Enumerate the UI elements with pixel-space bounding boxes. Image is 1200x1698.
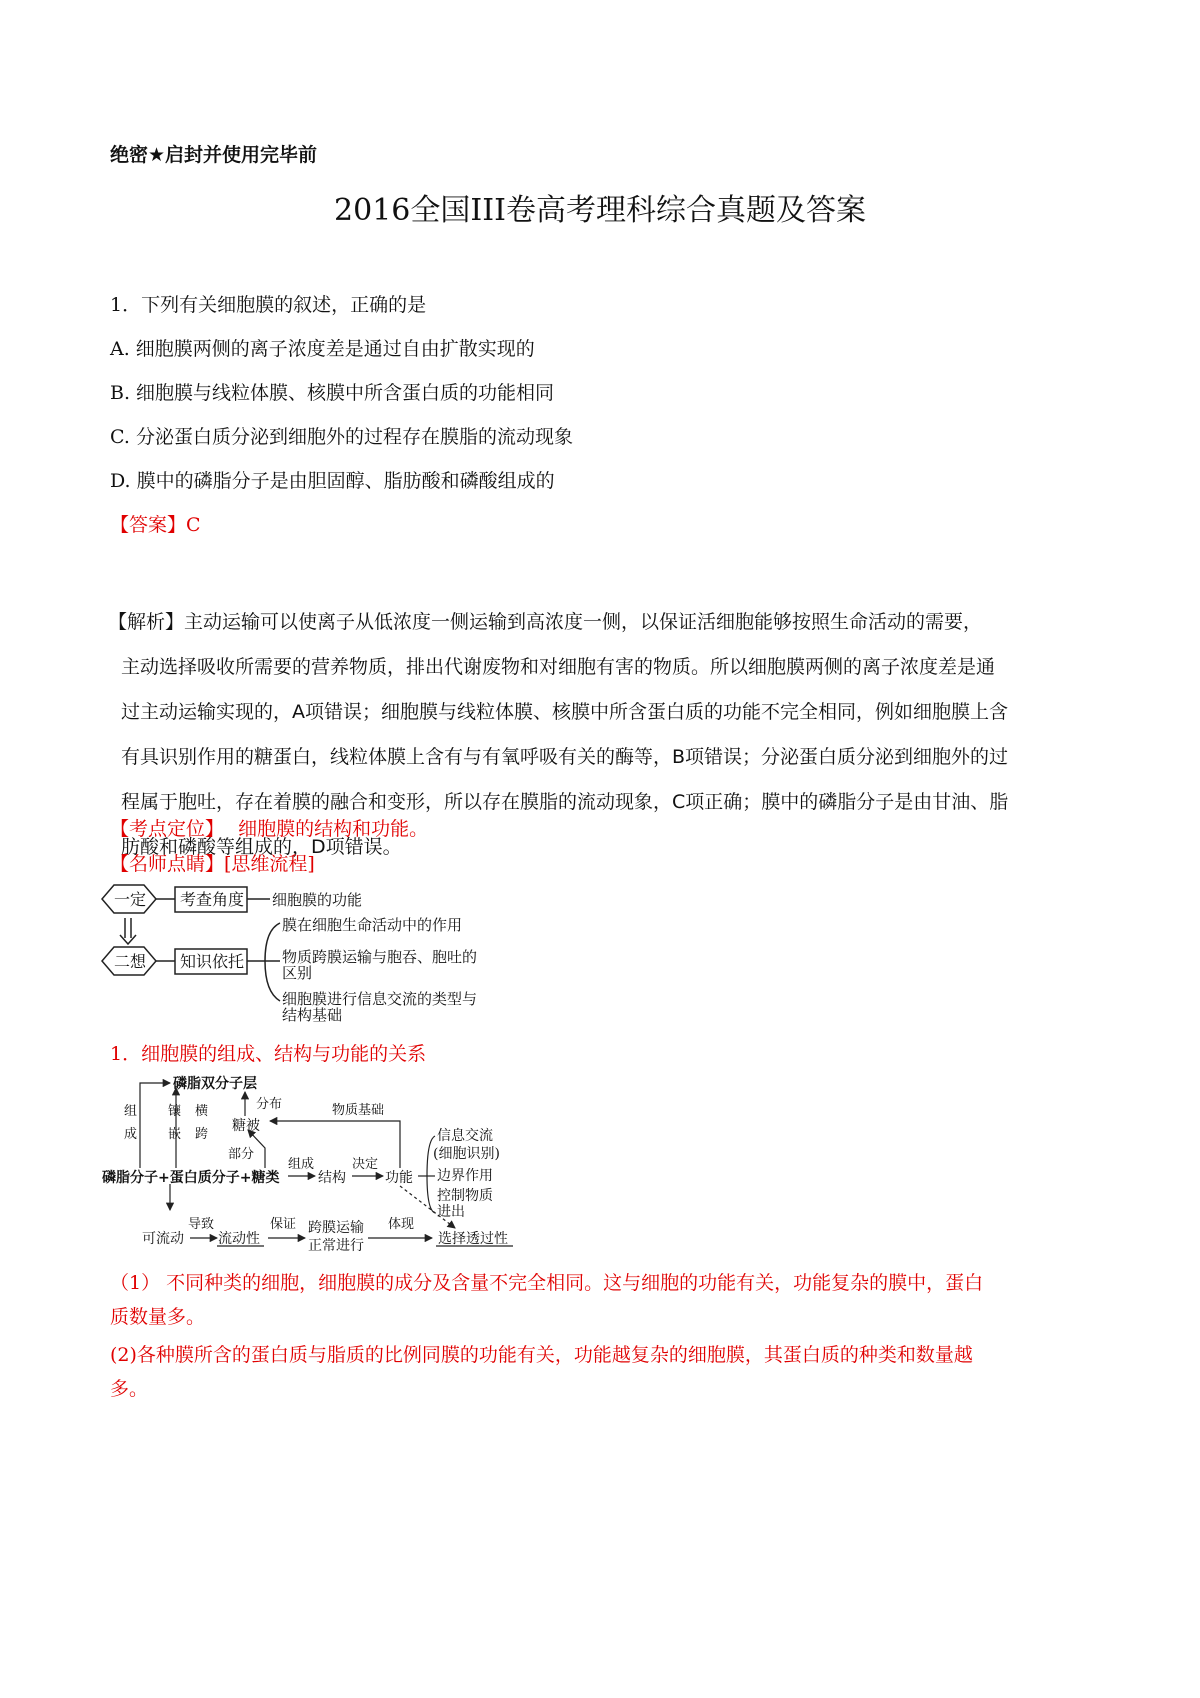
- flow-branch: 细胞膜进行信息交流的类型与: [282, 990, 478, 1008]
- cm-label: 组成: [288, 1157, 315, 1172]
- note-line: (2)各种膜所含的蛋白质与脂质的比例同膜的功能有关，功能越复杂的细胞膜，其蛋白质的种类和数量越: [110, 1344, 973, 1366]
- flow-branch: 物质跨膜运输与胞吞、胞吐的: [282, 948, 478, 966]
- cm-node: 糖被: [232, 1118, 260, 1134]
- option-c: C. 分泌蛋白质分泌到细胞外的过程存在膜脂的流动现象: [110, 426, 573, 448]
- cm-node: 正常进行: [308, 1238, 364, 1254]
- step-one-label: 一定: [114, 890, 147, 909]
- option-b: B. 细胞膜与线粒体膜、核膜中所含蛋白质的功能相同: [110, 382, 555, 404]
- cm-label: 横: [195, 1104, 209, 1119]
- cm-node: 流动性: [218, 1231, 260, 1247]
- cm-node: 跨膜运输: [308, 1220, 364, 1236]
- teacher-note-label: 【名师点睛】: [110, 853, 225, 875]
- cm-label: 物质基础: [332, 1103, 385, 1118]
- flow-branch: 结构基础: [282, 1006, 343, 1024]
- explanation-line: 过主动运输实现的，A项错误；细胞膜与线粒体膜、核膜中所含蛋白质的功能不完全相同，例如细胞膜上含: [121, 701, 1009, 723]
- note-line: （1） 不同种类的细胞，细胞膜的成分及含量不完全相同。这与细胞的功能有关，功能复杂的膜中，蛋白: [110, 1272, 984, 1294]
- option-d: D. 膜中的磷脂分子是由胆固醇、脂肪酸和磷酸组成的: [110, 470, 555, 492]
- membrane-concept-map: [100, 1070, 540, 1255]
- cm-label: 组: [124, 1104, 138, 1119]
- cm-label: 嵌: [168, 1127, 182, 1142]
- option-a: A. 细胞膜两侧的离子浓度差是通过自由扩散实现的: [110, 338, 535, 360]
- exam-angle-label: 考查角度: [180, 890, 245, 909]
- cm-label: 决定: [352, 1157, 379, 1172]
- key-point: [110, 814, 428, 841]
- knowledge-basis-label: 知识依托: [180, 952, 245, 971]
- cm-label: 保证: [270, 1217, 297, 1232]
- cm-node: (细胞识别): [433, 1146, 500, 1162]
- cm-node: 可流动: [142, 1231, 184, 1247]
- note-1: [110, 1266, 1085, 1334]
- cm-label: 导致: [188, 1217, 215, 1232]
- cm-label: 镶: [168, 1104, 182, 1119]
- cm-label: 分布: [256, 1097, 283, 1112]
- flow-branch: 区别: [282, 964, 313, 982]
- cm-label: 体现: [388, 1217, 415, 1232]
- thinking-flow-diagram: [100, 880, 520, 1030]
- cm-node: 边界作用: [437, 1168, 493, 1184]
- cm-label: 部分: [228, 1147, 255, 1162]
- key-point-label: 【考点定位】: [110, 818, 225, 840]
- confidential-label: 绝密★启封并使用完毕前: [110, 144, 318, 166]
- step-two-label: 二想: [114, 952, 147, 971]
- key-point-text: 细胞膜的结构和功能。: [238, 818, 429, 840]
- cm-node: 信息交流: [437, 1128, 493, 1144]
- explanation-line: 程属于胞吐，存在着膜的融合和变形，所以存在膜脂的流动现象，C项正确；膜中的磷脂分子是由甘油、脂: [121, 791, 1009, 813]
- cm-node: 进出: [437, 1204, 465, 1220]
- section-heading: 1．细胞膜的组成、结构与功能的关系: [110, 1043, 427, 1065]
- cm-node: 控制物质: [437, 1188, 493, 1204]
- note-2: [110, 1338, 1085, 1406]
- explanation-line: 【解析】主动运输可以使离子从低浓度一侧运输到高浓度一侧，以保证活细胞能够按照生命活动的需要，: [108, 611, 983, 633]
- question-stem: 1．下列有关细胞膜的叙述，正确的是: [110, 294, 427, 316]
- answer: 【答案】C: [110, 514, 201, 536]
- note-line: 多。: [110, 1378, 149, 1400]
- flow-output: 细胞膜的功能: [272, 891, 363, 909]
- cm-label: 成: [124, 1127, 138, 1142]
- cm-node: 结构: [318, 1170, 346, 1186]
- cm-node: 磷脂双分子层: [173, 1076, 257, 1092]
- note-line: 质数量多。: [110, 1306, 206, 1328]
- teacher-note-text: [思维流程]: [224, 853, 315, 875]
- teacher-note: [110, 849, 315, 876]
- explanation-line: 肪酸和磷酸等组成的，D项错误。: [121, 836, 402, 858]
- flow-branch: 膜在细胞生命活动中的作用: [282, 916, 463, 934]
- cm-node: 选择透过性: [438, 1231, 508, 1247]
- page-title: 2016全国III卷高考理科综合真题及答案: [334, 193, 866, 228]
- explanation-line: 主动选择吸收所需要的营养物质，排出代谢废物和对细胞有害的物质。所以细胞膜两侧的离子浓度差是通: [121, 656, 996, 678]
- cm-node: 功能: [385, 1170, 413, 1186]
- cm-node: 磷脂分子+蛋白质分子+糖类: [102, 1170, 280, 1186]
- explanation-line: 有具识别作用的糖蛋白，线粒体膜上含有与有氧呼吸有关的酶等，B项错误；分泌蛋白质分泌到细胞外的过: [121, 746, 1009, 768]
- cm-label: 跨: [195, 1127, 209, 1142]
